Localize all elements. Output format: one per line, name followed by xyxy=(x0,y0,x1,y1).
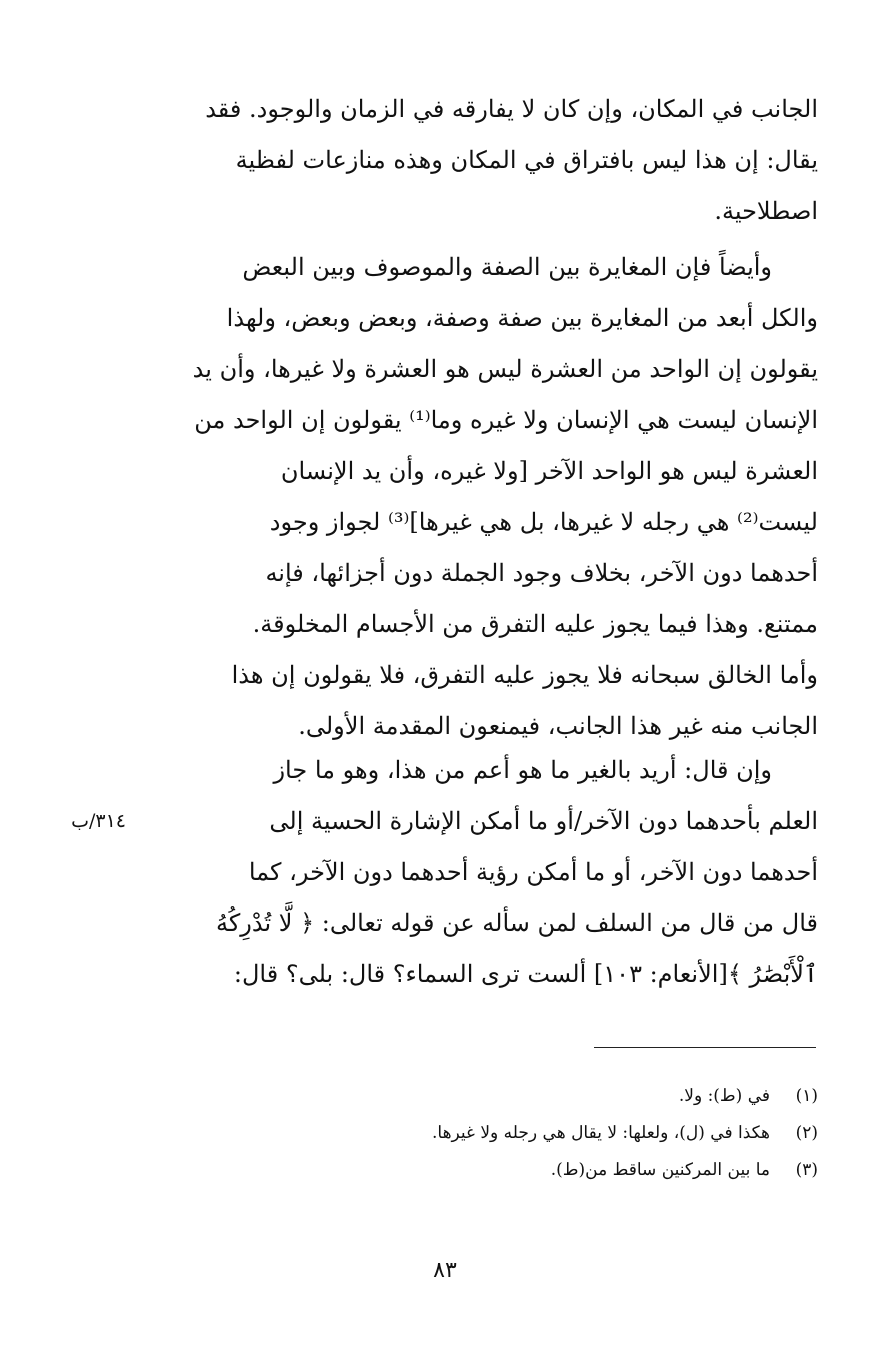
text-line: ٱلْأَبْصَٰرُ ﴾[الأنعام: ١٠٣] ألست ترى السماء؟ قال: بلى؟ قال: xyxy=(233,960,818,988)
text-line: الإنسان ليست هي الإنسان ولا غيره وما⁽¹⁾ يقولون إن الواحد من xyxy=(194,406,818,434)
paragraph-1 xyxy=(146,84,818,237)
footnote-3 xyxy=(146,1152,818,1189)
footnote-number: (٢) xyxy=(795,1123,818,1143)
footnote-text: هكذا في (ل)، ولعلها: لا يقال هي رجله ولا غيرها. xyxy=(432,1123,770,1143)
text-line: ممتنع. وهذا فيما يجوز عليه التفرق من الأجسام المخلوقة. xyxy=(252,610,818,638)
paragraph-3 xyxy=(146,745,818,1000)
manuscript-folio-marker: ٣١٤/ب xyxy=(71,810,126,832)
text-line: يقولون إن الواحد من العشرة ليس هو العشرة ولا غيرها، وأن يد xyxy=(192,355,818,383)
footnote-number: (١) xyxy=(795,1086,818,1106)
text-line: أحدهما دون الآخر، بخلاف وجود الجملة دون أجزائها، فإنه xyxy=(265,559,818,587)
text-line: الجانب في المكان، وإن كان لا يفارقه في الزمان والوجود. فقد xyxy=(205,95,818,123)
text-line: وأما الخالق سبحانه فلا يجوز عليه التفرق، فلا يقولون إن هذا xyxy=(231,661,818,689)
text-line: ليست⁽²⁾ هي رجله لا غيرها، بل هي غيرها]⁽³⁾ لجواز وجود xyxy=(269,508,818,536)
text-line: قال من قال من السلف لمن سأله عن قوله تعالى: ﴿ لَّا تُدْرِكُهُ xyxy=(215,909,818,937)
footnotes xyxy=(146,1078,818,1189)
text-line: وإن قال: أريد بالغير ما هو أعم من هذا، وهو ما جاز xyxy=(273,756,772,784)
page-number: ٨٣ xyxy=(433,1258,457,1283)
text-line: والكل أبعد من المغايرة بين صفة وصفة، وبعض وبعض، ولهذا xyxy=(226,304,818,332)
text-line: الجانب منه غير هذا الجانب، فيمنعون المقدمة الأولى. xyxy=(298,712,818,740)
footnote-separator xyxy=(594,1047,816,1048)
text-line: وأيضاً فإن المغايرة بين الصفة والموصوف وبين البعض xyxy=(242,253,772,281)
text-line: أحدهما دون الآخر، أو ما أمكن رؤية أحدهما دون الآخر، كما xyxy=(248,858,818,886)
footnote-2 xyxy=(146,1115,818,1152)
text-line: العشرة ليس هو الواحد الآخر [ولا غيره، وأن يد الإنسان xyxy=(280,457,818,485)
text-line: يقال: إن هذا ليس بافتراق في المكان وهذه منازعات لفظية xyxy=(235,146,818,174)
footnote-text: في (ط): ولا. xyxy=(678,1086,770,1106)
footnote-1 xyxy=(146,1078,818,1115)
paragraph-2 xyxy=(146,242,818,752)
footnote-number: (٣) xyxy=(795,1160,818,1180)
footnote-text: ما بين المركنين ساقط من(ط). xyxy=(550,1160,770,1180)
text-line: العلم بأحدهما دون الآخر/أو ما أمكن الإشارة الحسية إلى xyxy=(269,807,818,835)
text-line: اصطلاحية. xyxy=(714,197,818,225)
